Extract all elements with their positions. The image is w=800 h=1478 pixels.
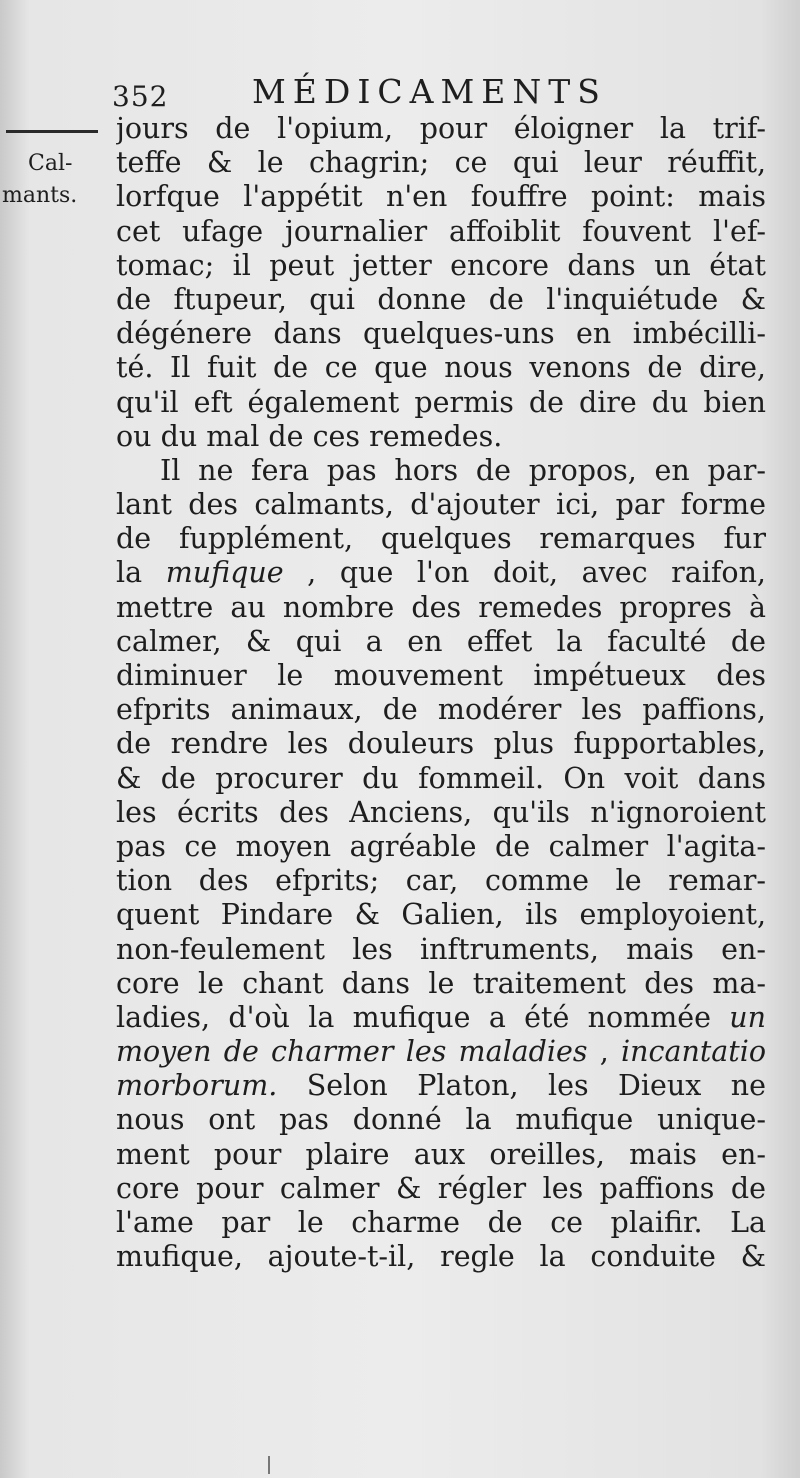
text-line: cet ufage journalier affoiblit fouvent l'ef- xyxy=(116,214,766,248)
text-line: qu'il eft également permis de dire du bien xyxy=(116,385,766,419)
text-line: mettre au nombre des remedes propres à xyxy=(116,590,766,624)
running-head: MÉDICAMENTS xyxy=(252,72,607,111)
text-line: la mufique , que l'on doit, avec raifon, xyxy=(116,556,766,590)
text-line: moyen de charmer les maladies , incantatio xyxy=(116,1035,766,1069)
margin-note-line: mants. xyxy=(2,183,78,208)
text-line: & de procurer du fommeil. On voit dans xyxy=(116,761,766,795)
italic-phrase: mufique xyxy=(165,556,284,590)
text-line: dégénere dans quelques-uns en imbécilli- xyxy=(116,317,766,351)
text-line: tion des efprits; car, comme le remar- xyxy=(116,864,766,898)
page-number: 352 xyxy=(112,80,169,113)
italic-phrase: incantatio xyxy=(621,1035,766,1069)
text-line: l'ame par le charme de ce plaifir. La xyxy=(116,1206,766,1239)
text-line: jours de l'opium, pour éloigner la trif- xyxy=(116,112,766,145)
text-line: ou du mal de ces remedes. xyxy=(116,419,503,453)
italic-phrase: un xyxy=(729,1000,766,1034)
text-line: té. Il fuit de ce que nous venons de dire, xyxy=(116,351,766,385)
text-line: lorfque l'appétit n'en fouffre point: mais xyxy=(116,180,766,214)
text-line: core pour calmer & régler les paffions de xyxy=(116,1171,766,1205)
margin-note xyxy=(0,148,100,212)
text-line: diminuer le mouvement impétueux des xyxy=(116,659,766,692)
text-line: lant des calmants, d'ajouter ici, par forme xyxy=(116,488,766,522)
italic-phrase: moyen de charmer les maladies xyxy=(116,1035,588,1069)
margin-rule xyxy=(6,130,98,133)
body-text xyxy=(116,112,766,1274)
text-line: Il ne fera pas hors de propos, en par- xyxy=(160,453,766,487)
text-line: calmer, & qui a en effet la faculté de xyxy=(116,624,766,658)
text-line: quent Pindare & Galien, ils employoient, xyxy=(116,898,766,932)
text-line: pas ce moyen agréable de calmer l'agita- xyxy=(116,829,766,863)
text-line: de ftupeur, qui donne de l'inquiétude & xyxy=(116,282,766,316)
text-line: core le chant dans le traitement des ma- xyxy=(116,966,766,1000)
italic-phrase: morborum. xyxy=(116,1069,278,1103)
text-line: ladies, d'où la mufique a été nommée un xyxy=(116,1000,766,1034)
text-line: de rendre les douleurs plus fupportables, xyxy=(116,727,766,761)
text-line: de fupplément, quelques remarques fur xyxy=(116,522,766,556)
text-line: tomac; il peut jetter encore dans un état xyxy=(116,248,766,282)
text-line: morborum. Selon Platon, les Dieux ne xyxy=(116,1069,766,1103)
text-line: mufique, ajoute-t-il, regle la conduite & xyxy=(116,1240,766,1274)
page-mark xyxy=(268,1456,270,1474)
text-line: nous ont pas donné la mufique unique- xyxy=(116,1103,766,1137)
page-header xyxy=(0,72,800,116)
margin-note-line: Cal- xyxy=(28,151,73,176)
text-line: efprits animaux, de modérer les paffions, xyxy=(116,693,766,727)
text-line: teffe & le chagrin; ce qui leur réuffit, xyxy=(116,146,766,180)
text-line: non-feulement les inftruments, mais en- xyxy=(116,932,766,966)
text-line: ment pour plaire aux oreilles, mais en- xyxy=(116,1137,766,1171)
text-line: les écrits des Anciens, qu'ils n'ignoroient xyxy=(116,795,766,829)
